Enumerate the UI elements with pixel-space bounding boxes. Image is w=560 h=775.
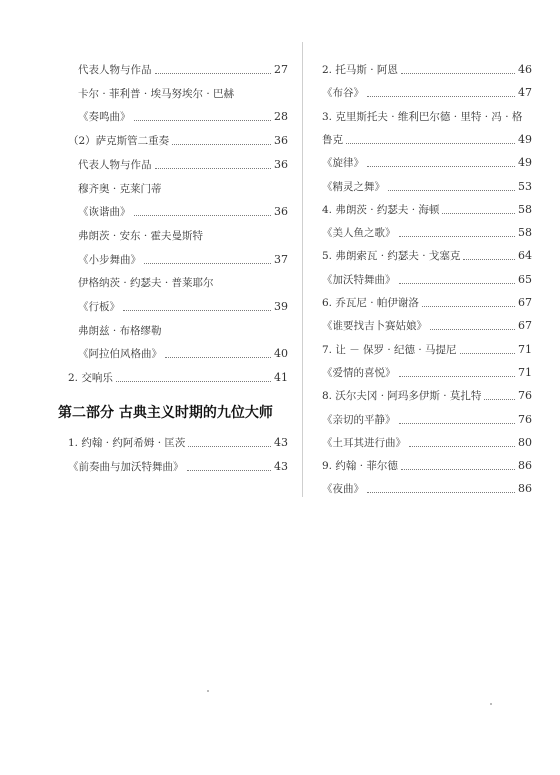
toc-entry-page: 36 [274,157,288,171]
toc-entry-title: 《夜曲》 [322,483,364,496]
toc-entry [322,148,532,170]
toc-entry-title: （2）萨克斯管二重奏 [68,135,170,148]
toc-entry-page: 49 [518,156,532,170]
toc-entry-page: 27 [274,63,288,76]
toc-entry-title: 《爱情的喜悦》 [322,366,396,379]
toc-entry-title: 《行板》 [78,301,120,313]
toc-entry-page: 86 [518,459,532,473]
toc-entry [322,428,532,450]
toc-entry [78,55,288,77]
toc-entry-title: 5. 弗朗索瓦 · 约瑟夫 · 戈塞克 [322,250,461,263]
toc-entry [322,218,532,240]
toc-entry [322,265,532,287]
toc-entry-page: 40 [274,347,288,361]
toc-entry [322,241,532,263]
toc-entry-title: 鲁克 [322,133,343,146]
dot-leader [134,120,272,121]
toc-entry-page: 36 [274,205,288,219]
toc-entry-title: 《前奏曲与加沃特舞曲》 [68,460,184,473]
dot-leader [367,96,515,97]
toc-entry [322,358,532,380]
dot-leader [144,263,271,264]
dot-leader [460,353,515,354]
toc-entry [68,363,288,385]
dot-leader [172,144,271,145]
toc-entry-page: 49 [518,132,532,146]
toc-entry [322,195,532,217]
toc-entry-page: 41 [274,371,288,385]
toc-entry [78,268,288,290]
dot-leader [188,446,271,447]
toc-entry-title: 7. 让 － 保罗 · 纪德 · 马提尼 [322,343,457,356]
toc-entry [322,311,532,333]
toc-entry-title: 《谁要找吉卜赛姑娘》 [322,320,427,333]
toc-entry-title: 《精灵之舞》 [322,180,385,193]
toc-entry-title: 代表人物与作品 [78,158,152,171]
toc-entry [68,452,288,474]
toc-entry [78,292,288,314]
toc-entry-page: 76 [518,412,532,426]
toc-entry-title: 1. 约翰 · 约阿希姆 · 匡茨 [68,437,186,449]
toc-entry-page: 46 [518,63,532,76]
dot-leader [388,190,515,191]
toc-entry-title: 3. 克里斯托夫 · 维利巴尔德 · 里特 · 冯 · 格 [322,110,523,123]
toc-entry-page: 86 [518,482,532,496]
dot-leader [399,423,516,424]
toc-entry [322,405,532,427]
dot-leader [399,376,516,377]
toc-entry-page: 64 [518,249,532,263]
toc-entry-title: 9. 约翰 · 菲尔德 [322,460,398,473]
dot-leader [367,492,515,493]
toc-entry [78,339,288,361]
dot-leader [155,168,272,169]
toc-entry-title: 4. 弗朗茨 · 约瑟夫 · 海顿 [322,203,440,216]
dot-leader [442,213,515,214]
toc-entry-page: 28 [274,110,288,124]
toc-entry [78,245,288,267]
toc-entry [322,102,532,124]
dot-leader [399,283,516,284]
dot-leader [155,73,272,74]
toc-entry-title: 《布谷》 [322,87,364,100]
toc-entry [322,474,532,496]
dot-leader [409,446,515,447]
toc-entry-page: 47 [518,86,532,100]
column-divider [302,42,303,497]
toc-entry [322,78,532,100]
toc-entry [78,197,288,219]
toc-entry-title: 《诙谐曲》 [78,206,131,219]
dot-leader [116,381,271,382]
toc-entry-page: 65 [518,272,532,286]
toc-entry-title: 6. 乔瓦尼 · 帕伊谢洛 [322,297,419,309]
toc-entry-title: 《旋律》 [322,157,364,170]
scan-speck [207,690,209,692]
toc-entry-title: 伊格纳茨 · 约瑟夫 · 普莱耶尔 [78,277,214,290]
toc-entry [78,79,288,101]
toc-entry-page: 37 [274,252,288,266]
toc-entry-page: 36 [274,134,288,148]
toc-entry [78,102,288,124]
toc-entry-title: 《小步舞曲》 [78,253,141,266]
toc-entry [78,174,288,196]
toc-entry-title: 2. 交响乐 [68,372,113,385]
toc-entry-page: 76 [518,389,532,403]
toc-entry-title: 卡尔 · 菲利普 · 埃马努埃尔 · 巴赫 [78,87,235,100]
dot-leader [484,399,515,400]
toc-entry [322,335,532,357]
toc-entry-title: 《阿拉伯风格曲》 [78,348,162,361]
toc-entry-page: 53 [518,179,532,193]
toc-entry-title: 代表人物与作品 [78,64,152,76]
toc-entry-title: 8. 沃尔夫冈 · 阿玛多伊斯 · 莫扎特 [322,390,482,403]
toc-entry-page: 80 [518,435,532,449]
toc-entry-page: 71 [518,342,532,356]
dot-leader [399,236,516,237]
dot-leader [401,469,515,470]
dot-leader [401,73,515,74]
dot-leader [422,306,515,307]
toc-entry-page: 67 [518,296,532,309]
toc-entry [78,316,288,338]
toc-entry-title: 弗朗兹 · 布格缪勒 [78,324,162,337]
dot-leader [346,143,515,144]
toc-entry [68,126,288,148]
section-heading: 第二部分 古典主义时期的九位大师 [58,405,273,421]
toc-entry-page: 71 [518,365,532,379]
dot-leader [123,310,271,311]
toc-entry [322,55,532,77]
toc-entry-page: 58 [518,202,532,216]
toc-entry-title: 《亲切的平静》 [322,413,396,426]
toc-entry [322,451,532,473]
toc-entry-page: 43 [274,459,288,473]
toc-entry-page: 58 [518,226,532,240]
dot-leader [165,357,271,358]
toc-entry-title: 《土耳其进行曲》 [322,436,406,449]
toc-entry [68,428,288,450]
toc-entry-page: 43 [274,436,288,449]
toc-entry-title: 《加沃特舞曲》 [322,273,396,286]
toc-entry-page: 67 [518,319,532,333]
toc-entry [78,150,288,172]
toc-entry-title: 弗朗茨 · 安东 · 霍夫曼斯特 [78,229,204,242]
toc-entry [78,221,288,243]
toc-entry [322,172,532,194]
dot-leader [367,166,515,167]
dot-leader [430,329,515,330]
toc-entry [322,288,532,310]
toc-entry-title: 《美人鱼之歌》 [322,227,396,240]
toc-entry-title: 《奏鸣曲》 [78,111,131,124]
toc-entry-page: 39 [274,300,288,313]
scan-speck [490,703,492,705]
dot-leader [463,259,515,260]
dot-leader [134,215,272,216]
toc-entry-title: 2. 托马斯 · 阿恩 [322,64,398,76]
toc-entry-title: 穆齐奥 · 克莱门蒂 [78,182,162,195]
dot-leader [187,470,272,471]
toc-entry [322,125,532,147]
toc-entry [322,381,532,403]
